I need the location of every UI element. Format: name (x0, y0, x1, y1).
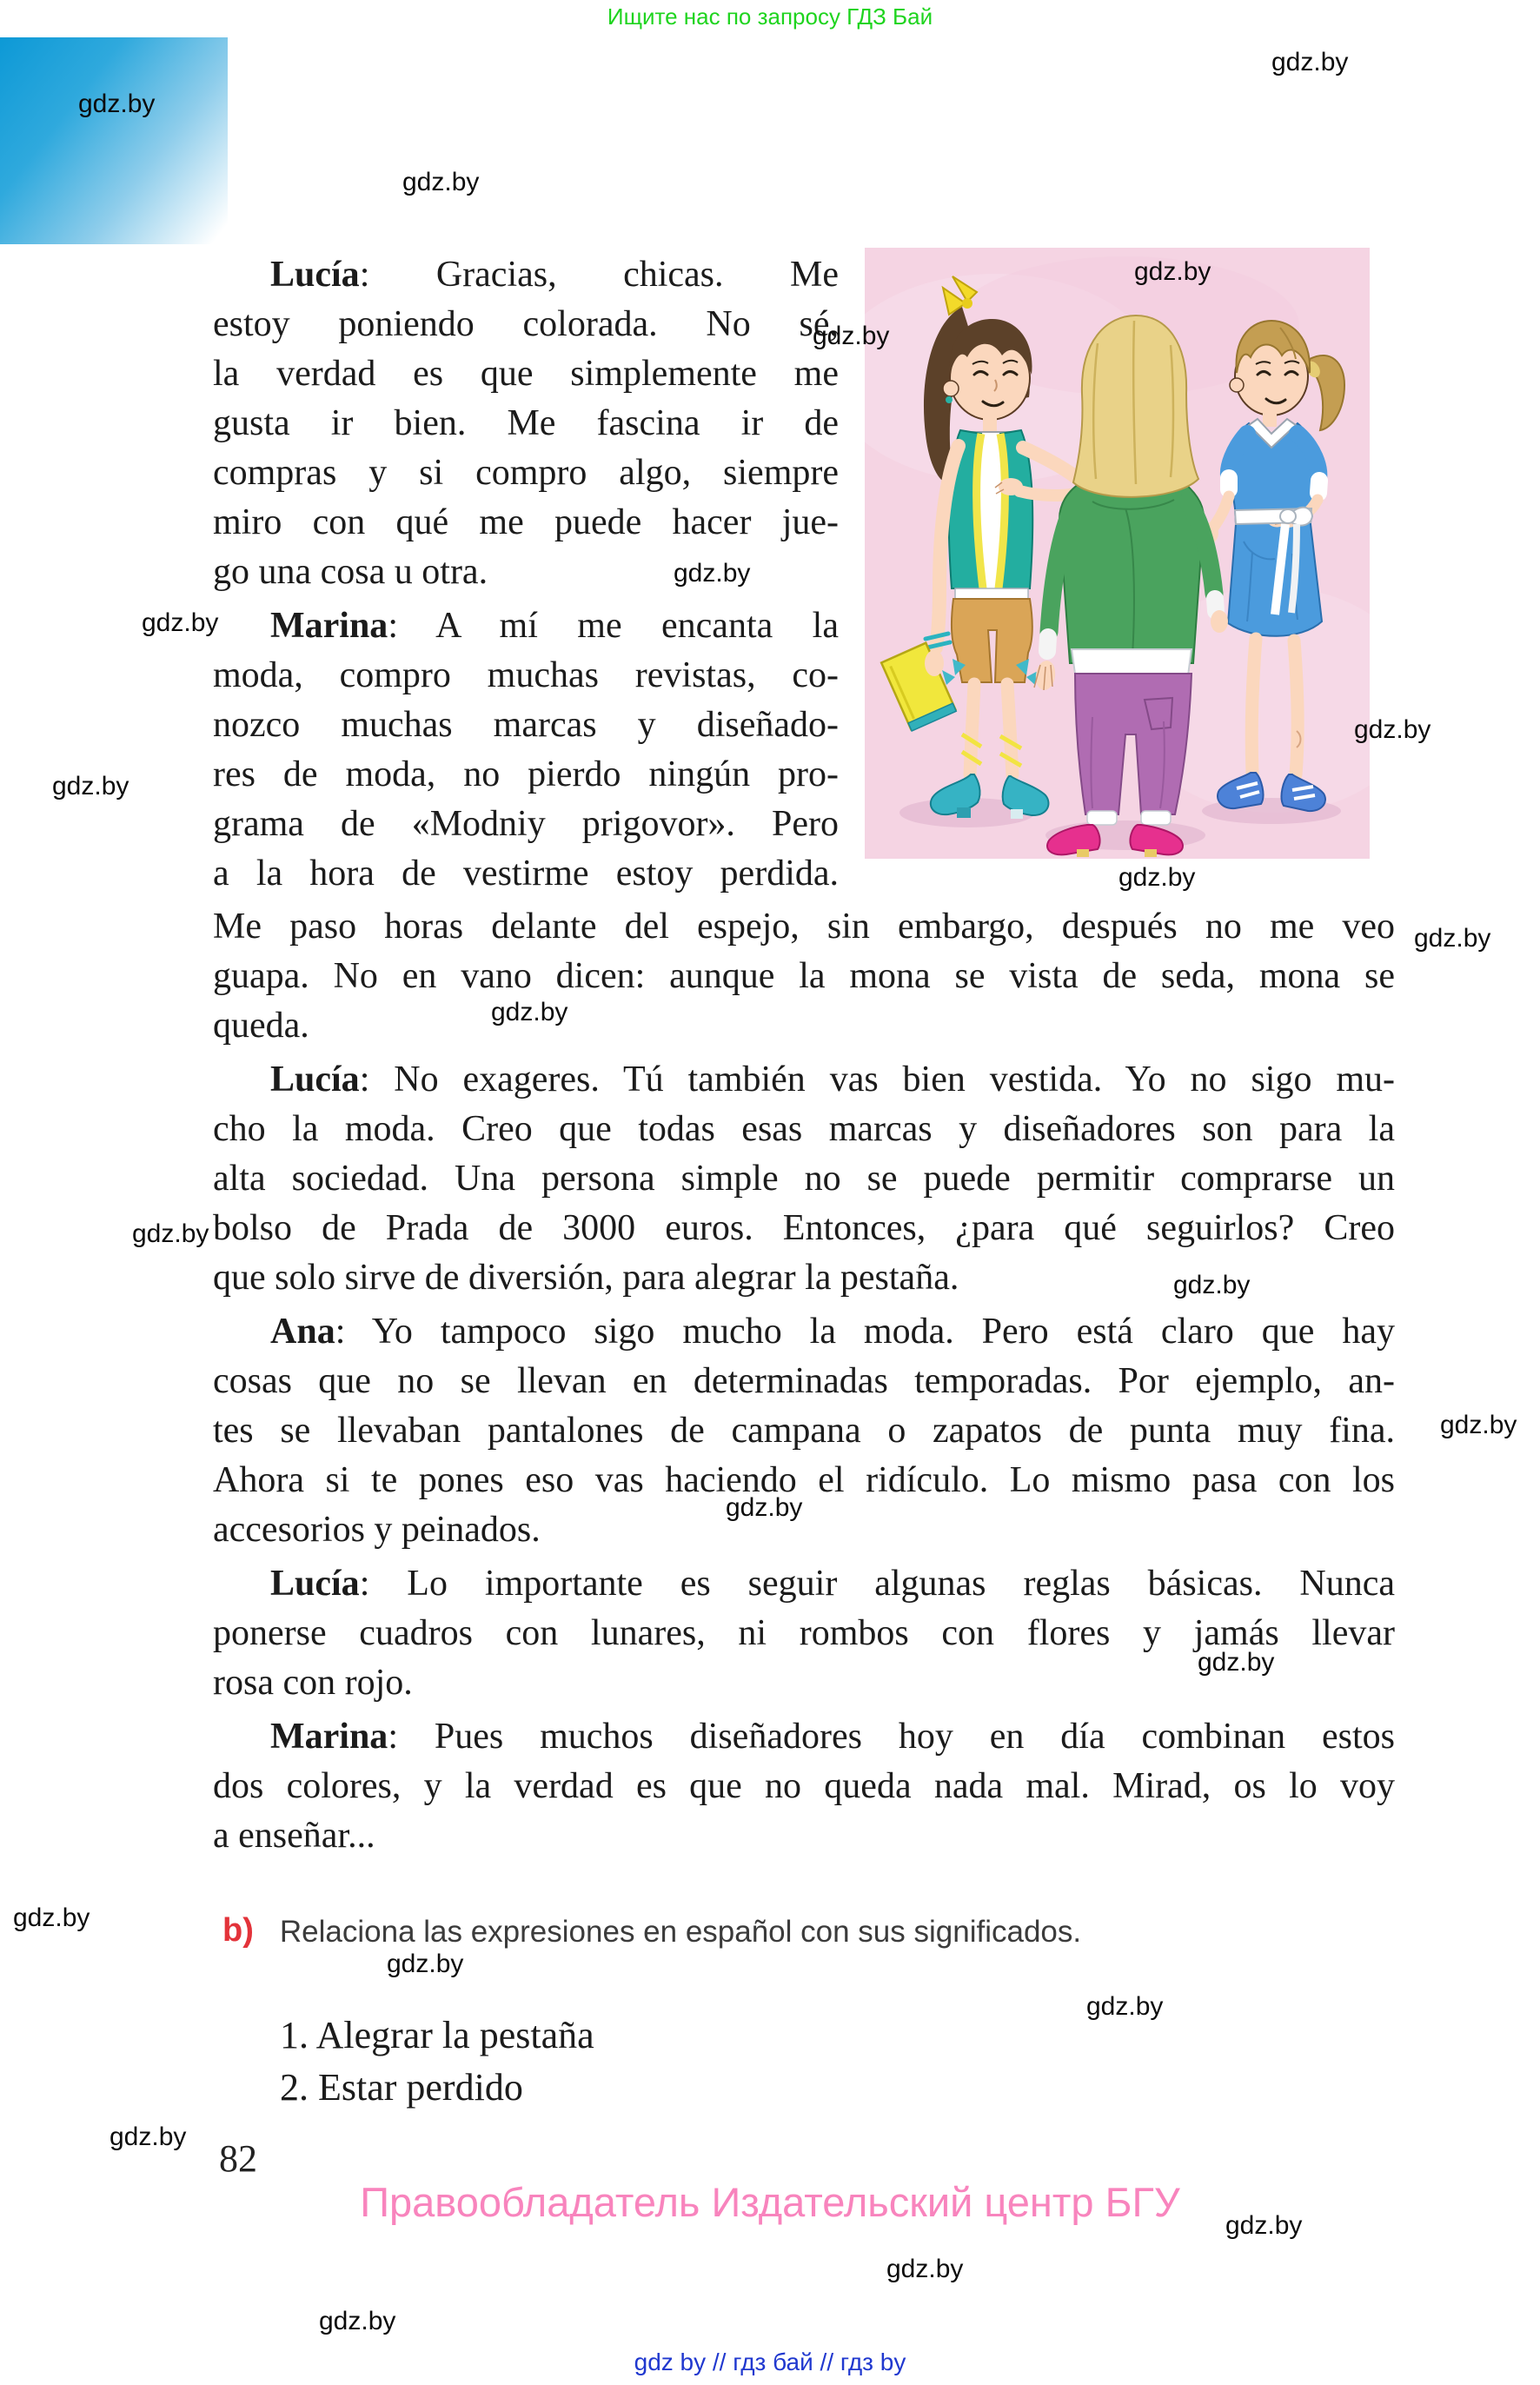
dialogue-paragraph (213, 1712, 1395, 1861)
watermark-gdz: gdz.by (1118, 863, 1196, 892)
dialogue-line: Ahora si te pones eso vas haciendo el ridículo. Lo mismo pasa con los (213, 1460, 1395, 1500)
exercise-b-row (222, 1912, 1081, 1950)
watermark-gdz: gdz.by (1173, 1271, 1251, 1299)
dialogue-line: tes se llevaban pantalones de campana o zapatos de punta muy fina. (213, 1411, 1395, 1451)
speaker-name: Lucía (270, 1564, 360, 1604)
exercise-label: b) (222, 1912, 254, 1949)
dialogue-line: Marina: A mí me encanta la (270, 606, 839, 646)
speaker-name: Lucía (270, 255, 360, 295)
watermark-gdz: gdz.by (1440, 1411, 1517, 1439)
watermark-gdz: gdz.by (1271, 48, 1349, 76)
dialogue-line: moda, compro muchas revistas, co- (213, 655, 839, 695)
dialogue-paragraph (213, 1307, 1395, 1555)
blue-gradient-box (0, 37, 228, 244)
dialogue-line: estoy poniendo colorada. No sé, (213, 304, 839, 344)
dialogue-line: a la hora de vestirme estoy perdida. (213, 854, 839, 894)
exercise-item: 1. Alegrar la pestaña (280, 2014, 594, 2056)
dialogue-paragraph (213, 902, 1395, 1051)
dialogue-line: miro con qué me puede hacer jue- (213, 502, 839, 542)
dialogue-line: Ana: Yo tampoco sigo mucho la moda. Pero está claro que hay (270, 1312, 1395, 1352)
watermark-gdz: gdz.by (110, 2123, 187, 2151)
watermark-gdz: gdz.by (1225, 2211, 1303, 2240)
dialogue-line: alta sociedad. Una persona simple no se puede permitir comprarse un (213, 1159, 1395, 1199)
dialogue-line: Marina: Pues muchos diseñadores hoy en día combinan estos (270, 1717, 1395, 1757)
dialogue-line: rosa con rojo. (213, 1663, 413, 1703)
watermark-gdz: gdz.by (1354, 715, 1431, 744)
watermark-gdz: gdz.by (1086, 1992, 1164, 2021)
dialogue-paragraph (213, 250, 839, 597)
watermark-gdz: gdz.by (1134, 257, 1211, 286)
dialogue-line: Me paso horas delante del espejo, sin embargo, después no me veo (213, 907, 1395, 947)
dialogue-line: go una cosa u otra. (213, 552, 488, 592)
watermark-gdz: gdz.by (674, 559, 751, 588)
footer-links: gdz by // гдз бай // гдз by (634, 2348, 906, 2375)
dialogue-line: que solo sirve de diversión, para alegrar la pestaña. (213, 1258, 959, 1298)
watermark-gdz: gdz.by (387, 1950, 464, 1978)
watermark-gdz: gdz.by (78, 90, 156, 118)
dialogue-paragraph (213, 1055, 1395, 1303)
dialogue-line: cho la moda. Creo que todas esas marcas y diseñadores son para la (213, 1109, 1395, 1149)
speaker-name: Lucía (270, 1060, 360, 1099)
watermark-gdz: gdz.by (813, 322, 890, 350)
watermark-gdz: gdz.by (491, 998, 568, 1026)
dialogue-line: guapa. No en vano dicen: aunque la mona se vista de seda, mona se (213, 956, 1395, 996)
speaker-name: Ana (270, 1312, 335, 1352)
dialogue-line: nozco muchas marcas y diseñado- (213, 705, 839, 745)
speaker-name: Marina (270, 1717, 388, 1757)
dialogue-line: bolso de Prada de 3000 euros. Entonces, ¿para qué seguirlos? Creo (213, 1208, 1395, 1248)
exercise-item: 2. Estar perdido (280, 2066, 523, 2109)
exercise-items (280, 2010, 594, 2114)
illustration-three-girls (865, 248, 1370, 859)
dialogue-full-column (213, 902, 1395, 1865)
dialogue-line: queda. (213, 1006, 309, 1046)
watermark-gdz: gdz.by (319, 2307, 396, 2335)
dialogue-line: res de moda, no pierdo ningún pro- (213, 754, 839, 794)
dialogue-line: gusta ir bien. Me fascina ir de (213, 403, 839, 443)
dialogue-line: compras y si compro algo, siempre (213, 453, 839, 493)
page-number: 82 (219, 2137, 257, 2180)
watermark-gdz: gdz.by (1414, 924, 1491, 953)
dialogue-line: Lucía: No exageres. Tú también vas bien vestida. Yo no sigo mu- (270, 1060, 1395, 1099)
dialogue-line: dos colores, y la verdad es que no queda nada mal. Mirad, os lo voy (213, 1766, 1395, 1806)
dialogue-line: accesorios y peinados. (213, 1510, 541, 1550)
watermark-gdz: gdz.by (52, 772, 129, 801)
exercise-instruction: Relaciona las expresiones en español con sus significados. (279, 1915, 1082, 1949)
footer-copyright: Правообладатель Издательский центр БГУ (360, 2179, 1180, 2225)
dialogue-paragraph (213, 1559, 1395, 1708)
speaker-name: Marina (270, 606, 388, 646)
watermark-gdz: gdz.by (142, 608, 219, 637)
watermark-gdz: gdz.by (886, 2255, 964, 2283)
watermark-gdz: gdz.by (13, 1903, 90, 1932)
watermark-gdz: gdz.by (132, 1219, 209, 1248)
dialogue-line: grama de «Modniy prigovor». Pero (213, 804, 839, 844)
dialogue-paragraph (213, 601, 839, 899)
dialogue-line: la verdad es que simplemente me (213, 354, 839, 394)
top-banner: Ищите нас по запросу ГДЗ Бай (607, 3, 933, 30)
watermark-gdz: gdz.by (726, 1493, 803, 1522)
dialogue-line: a enseñar... (213, 1816, 375, 1856)
watermark-gdz: gdz.by (1198, 1648, 1275, 1677)
watermark-gdz: gdz.by (402, 168, 480, 196)
dialogue-line: Lucía: Gracias, chicas. Me (270, 255, 839, 295)
dialogue-line: ponerse cuadros con lunares, ni rombos con flores y jamás llevar (213, 1613, 1395, 1653)
dialogue-line: Lucía: Lo importante es seguir algunas reglas básicas. Nunca (270, 1564, 1395, 1604)
dialogue-line: cosas que no se llevan en determinadas temporadas. Por ejemplo, an- (213, 1361, 1395, 1401)
